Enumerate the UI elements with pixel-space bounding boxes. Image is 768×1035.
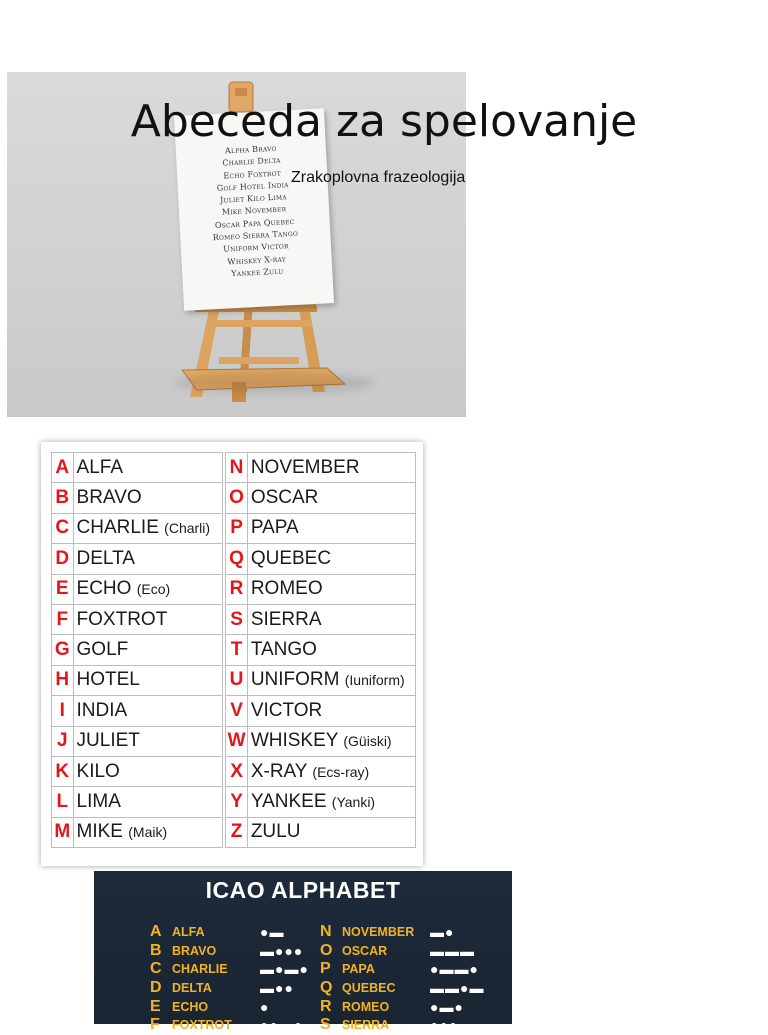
phonetic-word-cell bbox=[73, 635, 223, 665]
pronunciation-hint: (Güiski) bbox=[343, 733, 392, 750]
icao-row bbox=[320, 1016, 484, 1035]
letter-cell: L bbox=[52, 787, 74, 817]
board-line: Alpha Bravo bbox=[224, 143, 277, 156]
morse-code: ▬●●● bbox=[260, 942, 304, 959]
board-lines bbox=[176, 140, 333, 283]
board-line: Romeo Sierra Tango bbox=[212, 228, 299, 243]
icao-word: ALFA bbox=[172, 925, 205, 940]
table-row bbox=[52, 604, 416, 634]
phonetic-word: VICTOR bbox=[250, 699, 323, 721]
icao-letter: D bbox=[150, 979, 162, 997]
phonetic-word-cell bbox=[247, 635, 415, 665]
table-row bbox=[52, 817, 416, 847]
phonetic-word: HOTEL bbox=[76, 669, 140, 691]
morse-code: ●●● bbox=[430, 1017, 459, 1034]
icao-word: BRAVO bbox=[172, 943, 217, 958]
letter-cell: O bbox=[226, 483, 248, 513]
icao-letter: A bbox=[150, 923, 162, 941]
page-subtitle: Zrakoplovna frazeologija bbox=[291, 169, 466, 186]
phonetic-word: PAPA bbox=[250, 517, 299, 539]
board-line: Echo Foxtrot bbox=[223, 168, 282, 181]
phonetic-word-cell bbox=[73, 665, 223, 695]
letter-cell: T bbox=[226, 635, 248, 665]
letter-cell: K bbox=[52, 756, 74, 786]
phonetic-word-cell bbox=[247, 604, 415, 634]
phonetic-word-cell bbox=[247, 574, 415, 604]
phonetic-word: YANKEE bbox=[250, 790, 327, 812]
phonetic-word-cell bbox=[73, 756, 223, 786]
icao-row bbox=[150, 960, 309, 979]
morse-code: ● bbox=[260, 998, 270, 1015]
pronunciation-hint: (Yanki) bbox=[331, 793, 376, 810]
phonetic-word: ALFA bbox=[76, 456, 124, 478]
board-line: Whiskey X-ray bbox=[227, 254, 287, 267]
letter-cell: V bbox=[226, 696, 248, 726]
table-row bbox=[52, 483, 416, 513]
letter-cell: Z bbox=[226, 817, 248, 847]
icao-word: ROMEO bbox=[342, 999, 390, 1014]
icao-row bbox=[150, 942, 309, 961]
board-line: Golf Hotel India bbox=[216, 180, 289, 193]
table-row bbox=[52, 544, 416, 574]
letter-cell: I bbox=[52, 696, 74, 726]
phonetic-word-cell bbox=[73, 604, 223, 634]
phonetic-word-cell bbox=[247, 787, 415, 817]
morse-code: ●▬ bbox=[260, 924, 285, 941]
table-row bbox=[52, 726, 416, 756]
table-row bbox=[52, 574, 416, 604]
phonetic-word: ZULU bbox=[250, 821, 301, 843]
phonetic-word: MIKE bbox=[76, 821, 123, 843]
phonetic-word: INDIA bbox=[76, 699, 128, 721]
board-line: Uniform Victor bbox=[222, 241, 290, 255]
phonetic-word-cell bbox=[247, 544, 415, 574]
phonetic-word-cell bbox=[73, 544, 223, 574]
phonetic-word: TANGO bbox=[250, 639, 317, 661]
phonetic-word: WHISKEY bbox=[250, 730, 339, 752]
phonetic-word-cell bbox=[247, 513, 415, 543]
icao-letter: P bbox=[320, 960, 331, 978]
phonetic-word-cell bbox=[73, 513, 223, 543]
pronunciation-hint: (Ecs-ray) bbox=[312, 763, 370, 780]
letter-cell: P bbox=[226, 513, 248, 543]
icao-alphabet-panel bbox=[94, 871, 512, 1034]
icao-row bbox=[150, 923, 309, 942]
icao-letter: C bbox=[150, 960, 162, 978]
phonetic-alphabet-table bbox=[41, 442, 423, 866]
icao-word: FOXTROT bbox=[172, 1018, 232, 1033]
icao-row bbox=[150, 997, 309, 1016]
phonetic-word-cell bbox=[247, 726, 415, 756]
morse-code: ●▬● bbox=[430, 998, 464, 1015]
letter-cell: Y bbox=[226, 787, 248, 817]
icao-word: DELTA bbox=[172, 981, 212, 996]
table-row bbox=[52, 696, 416, 726]
morse-code: ▬▬●▬ bbox=[430, 980, 485, 997]
icao-word: OSCAR bbox=[342, 943, 388, 958]
phonetic-word-cell bbox=[247, 483, 415, 513]
morse-code: ●▬▬● bbox=[430, 961, 479, 978]
board-line: Charlie Delta bbox=[222, 155, 281, 168]
phonetic-word-cell bbox=[247, 665, 415, 695]
letter-cell: A bbox=[52, 453, 74, 483]
board-line: Oscar Papa Quebec bbox=[214, 216, 295, 230]
alphabet-grid bbox=[51, 452, 416, 848]
phonetic-word: QUEBEC bbox=[250, 547, 332, 569]
phonetic-word: NOVEMBER bbox=[250, 456, 360, 478]
phonetic-word: FOXTROT bbox=[76, 608, 168, 630]
phonetic-word: OSCAR bbox=[250, 487, 319, 509]
icao-word: NOVEMBER bbox=[342, 925, 415, 940]
icao-word: SIERRA bbox=[342, 1018, 390, 1033]
table-row bbox=[52, 665, 416, 695]
icao-row bbox=[320, 960, 484, 979]
letter-cell: H bbox=[52, 665, 74, 695]
phonetic-word: BRAVO bbox=[76, 487, 142, 509]
phonetic-word: SIERRA bbox=[250, 608, 322, 630]
letter-cell: G bbox=[52, 635, 74, 665]
phonetic-word: GOLF bbox=[76, 639, 129, 661]
table-row bbox=[52, 787, 416, 817]
icao-row bbox=[320, 942, 484, 961]
letter-cell: X bbox=[226, 756, 248, 786]
phonetic-word: X-RAY bbox=[250, 760, 308, 782]
letter-cell: R bbox=[226, 574, 248, 604]
phonetic-word-cell bbox=[247, 817, 415, 847]
icao-title: ICAO ALPHABET bbox=[205, 877, 401, 903]
pronunciation-hint: (Iuniform) bbox=[344, 672, 405, 689]
board-line: Mike November bbox=[221, 204, 287, 218]
pronunciation-hint: (Eco) bbox=[136, 581, 171, 598]
phonetic-word-cell bbox=[73, 696, 223, 726]
morse-code: ▬●▬● bbox=[260, 961, 309, 978]
phonetic-word-cell bbox=[73, 787, 223, 817]
icao-letter: R bbox=[320, 997, 332, 1015]
morse-code: ●●▬● bbox=[260, 1017, 304, 1034]
icao-word: ECHO bbox=[172, 999, 209, 1014]
phonetic-word-cell bbox=[73, 453, 223, 483]
letter-cell: Q bbox=[226, 544, 248, 574]
icao-letter: B bbox=[150, 941, 162, 959]
letter-cell: D bbox=[52, 544, 74, 574]
letter-cell: F bbox=[52, 604, 74, 634]
icao-letter: S bbox=[320, 1016, 331, 1034]
icao-row bbox=[320, 923, 484, 942]
letter-cell: U bbox=[226, 665, 248, 695]
phonetic-word-cell bbox=[247, 756, 415, 786]
table-row bbox=[52, 513, 416, 543]
icao-row bbox=[150, 1016, 309, 1035]
icao-column-left bbox=[150, 923, 309, 1035]
phonetic-word: ECHO bbox=[76, 578, 132, 600]
letter-cell: W bbox=[226, 726, 248, 756]
letter-cell: B bbox=[52, 483, 74, 513]
table-row bbox=[52, 635, 416, 665]
phonetic-word-cell bbox=[73, 574, 223, 604]
icao-column-right bbox=[320, 923, 484, 1035]
letter-cell: J bbox=[52, 726, 74, 756]
morse-code: ▬●● bbox=[260, 980, 294, 997]
phonetic-word: UNIFORM bbox=[250, 669, 340, 691]
letter-cell: E bbox=[52, 574, 74, 604]
icao-word: CHARLIE bbox=[172, 962, 228, 977]
icao-row bbox=[150, 979, 309, 998]
pronunciation-hint: (Charli) bbox=[164, 520, 211, 537]
phonetic-word: DELTA bbox=[76, 547, 135, 569]
morse-code: ▬▬▬ bbox=[430, 942, 475, 959]
letter-cell: N bbox=[226, 453, 248, 483]
letter-cell: C bbox=[52, 513, 74, 543]
phonetic-word: CHARLIE bbox=[76, 517, 159, 539]
table-row bbox=[52, 453, 416, 483]
phonetic-word-cell bbox=[247, 453, 415, 483]
letter-cell: M bbox=[52, 817, 74, 847]
icao-row bbox=[320, 979, 484, 998]
letter-cell: S bbox=[226, 604, 248, 634]
morse-code: ▬● bbox=[430, 924, 455, 941]
phonetic-word-cell bbox=[73, 483, 223, 513]
pronunciation-hint: (Maik) bbox=[128, 824, 168, 841]
icao-word: QUEBEC bbox=[342, 981, 396, 996]
phonetic-word: ROMEO bbox=[250, 578, 323, 600]
board-line: Yankee Zulu bbox=[231, 266, 284, 279]
phonetic-word-cell bbox=[73, 817, 223, 847]
table-row bbox=[52, 756, 416, 786]
icao-letter: E bbox=[150, 997, 161, 1015]
icao-letter: Q bbox=[320, 979, 333, 997]
page-title: Abeceda za spelovanje bbox=[130, 96, 638, 147]
icao-row bbox=[320, 997, 484, 1016]
phonetic-word-cell bbox=[247, 696, 415, 726]
phonetic-word: LIMA bbox=[76, 790, 121, 812]
icao-letter: F bbox=[150, 1016, 160, 1034]
phonetic-word: KILO bbox=[76, 760, 120, 782]
icao-word: PAPA bbox=[342, 962, 375, 977]
icao-letter: N bbox=[320, 923, 332, 941]
board-line: Juliet Kilo Lima bbox=[219, 192, 287, 205]
icao-letter: O bbox=[320, 941, 333, 959]
phonetic-word: JULIET bbox=[76, 730, 140, 752]
phonetic-word-cell bbox=[73, 726, 223, 756]
